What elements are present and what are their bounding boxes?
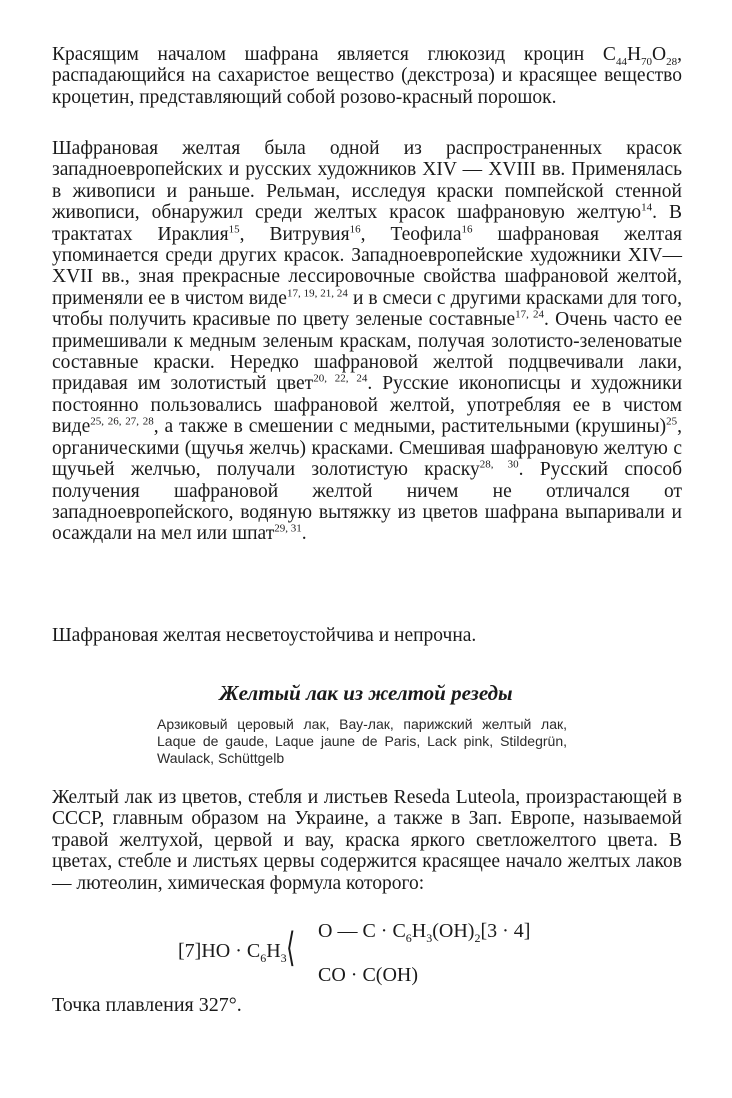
melting-point: Точка плавления 327°.: [52, 994, 242, 1016]
footnote-ref: 20, 22, 24: [313, 372, 368, 385]
footnote-ref: 17, 24: [515, 308, 544, 321]
footnote-ref: 25, 26, 27, 28: [90, 415, 154, 428]
footnote-ref: 29, 31: [274, 522, 302, 535]
footnote-ref: 25: [666, 415, 678, 428]
paragraph-lightfastness: Шафрановая желтая несветоустойчива и непрочна.: [52, 625, 477, 646]
formula-text: H: [411, 920, 427, 942]
text-span: Красящим началом шафрана является глюкозид кроцин C: [52, 44, 616, 65]
subscript: 6: [260, 951, 267, 965]
section-heading: Желтый лак из желтой резеды: [219, 681, 513, 705]
footnote-ref: 28, 30: [479, 458, 519, 471]
text-span: шафрановая желтая упоминается среди других красок. Западноевропейские художники XIV—XVII вв., зная прекрасные лессировочные свойства шафрановой желтой, применяли ее в чистом виде: [52, 223, 683, 309]
text-span: Шафрановая желтая была одной из распространенных красок западноевропейских и русских художников XIV — XVIII вв. Применялась в живописи и раньше. Рельман, исследуя краски помпейской стенной живописи, обнаружил среди желтых красок шафрановую желтую: [52, 138, 682, 224]
formula-text: [7]HO · C: [178, 940, 261, 962]
text-span: . В трактатах Ираклия: [52, 202, 682, 245]
text-span: , распадающийся на сахаристое вещество (декстроза) и красящее вещество кроцетин, представляющий собой розово-красный порошок.: [52, 44, 682, 108]
subscript: 6: [405, 931, 412, 945]
formula-text: H: [266, 940, 281, 962]
formula-lower: CO · C(OH): [318, 964, 418, 986]
formula-bracket: ⟨: [286, 925, 296, 970]
paragraph-crocin: [52, 44, 682, 108]
synonyms-list: Арзиковый церовый лак, Вау-лак, парижский желтый лак, Laque de gaude, Laque jaune de Paris, Lack pink, Stildegrün, Waulack, Schüttgelb: [157, 716, 567, 766]
footnote-ref: 16: [349, 223, 361, 236]
subscript: 3: [426, 931, 433, 945]
text-span: и в смеси с другими красками для того, чтобы получить красивые по цвету зеленые составные: [52, 287, 682, 331]
text-span: , Теофила: [360, 223, 462, 245]
subscript: 28: [666, 55, 678, 68]
formula-text: (OH): [432, 920, 475, 942]
subscript: 70: [641, 55, 653, 68]
footnote-ref: 14: [641, 201, 653, 214]
text-span: .: [301, 523, 307, 545]
text-span: , органическими (щучья желчь) красками. Смешивая шафрановую желтую с щучьей желчью, получали золотистую краску: [52, 416, 682, 481]
footnote-ref: 17, 19, 21, 24: [286, 287, 348, 300]
formula-text: [3 · 4]: [480, 920, 531, 942]
formula-upper: [318, 920, 530, 946]
subscript: 44: [615, 55, 627, 68]
text-span: H: [626, 44, 642, 65]
paragraph-reseda: Желтый лак из цветов, стебля и листьев Reseda Luteola, произрастающей в СССР, главным образом на Украине, а также в Зап. Европе, называемой травой желтухой, цервой и вау, краска яркого светложелтого цвета. В цветах, стебле и листьях цервы содержится красящее начало желтых лаков — лютеолин, химическая формула которого:: [52, 787, 682, 894]
formula-left: [178, 940, 287, 966]
text-span: , а также в смешении с медными, растительными (крушины): [153, 416, 667, 438]
text-span: . Русские иконописцы и художники постоянно пользовались шафрановой желтой, употребляя ее в чистом виде: [52, 373, 683, 438]
formula-text: O — C · C: [318, 920, 406, 942]
paragraph-saffron-history: [52, 138, 682, 545]
luteolin-formula: [178, 920, 598, 990]
text-span: . Очень часто ее примешивали к медным зеленым краскам, получая золотисто-зеленоватые составные краски. Нередко шафрановой желтой подцвечивали лаки, придавая им золотистый цвет: [52, 309, 682, 395]
subscript: 3: [280, 951, 287, 965]
text-span: O: [652, 44, 667, 65]
text-span: , Витрувия: [239, 223, 350, 245]
footnote-ref: 15: [228, 223, 240, 236]
footnote-ref: 16: [461, 223, 473, 236]
subscript: 2: [474, 931, 481, 945]
text-span: . Русский способ получения шафрановой желтой ничем не отличался от западноевропейского, водяную вытяжку из цветов шафрана выпаривали и осаждали на мел или шпат: [52, 459, 683, 545]
